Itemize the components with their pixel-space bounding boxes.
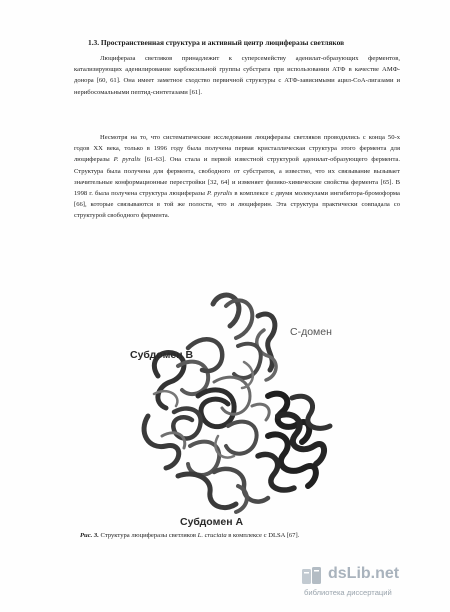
species-name: P. pyralis bbox=[207, 190, 233, 198]
caption-species: L. cruciata bbox=[197, 532, 227, 539]
paragraph-2-part-b: [61-63]. Она стала и первой известной структурой аденилат-образующего фермента. Структура была получена для фермента, свободного от субстратов, а известно, что их связывание вызывает значительные конформационные перестройки [32, 64] и изменяет физико-химические свойства фермента [65]. В 1998 г. была получена структура люциферазы bbox=[74, 156, 400, 198]
dslib-logo-icon bbox=[300, 565, 324, 589]
paragraph-2-part-a: Несмотря на то, что систематические исследования люциферазы светляков проводились с конца 50-х годов XX века, только в 1996 году была получена первая кристаллическая структура этого фермента для люциферазы bbox=[74, 134, 400, 164]
label-subdomain-a: Субдомен A bbox=[180, 516, 244, 528]
section-heading: 1.3. Пространственная структура и активный центр люциферазы светляков bbox=[88, 38, 345, 47]
caption-text-b: в комплексе с DLSA [67]. bbox=[226, 532, 300, 539]
caption-text-a: Структура люциферазы светляков bbox=[98, 532, 198, 539]
dslib-watermark bbox=[300, 565, 440, 605]
watermark-tagline: библиотека диссертаций bbox=[304, 588, 392, 597]
paragraph-2-part-c: в комплексе с двумя молекулами ингибитора-бромоформа [66], которые связываются в той же полости, что и люциферин. Эта структура практически совпадала со структурой свободного фермента. bbox=[74, 190, 400, 220]
protein-structure-figure bbox=[118, 286, 358, 526]
label-c-domain: C-домен bbox=[290, 326, 332, 338]
paragraph-1: Люцифераза светляков принадлежит к суперсемейству аденилат-образующих ферментов, катализирующих аденилирование карбоксильной группы субстрата при использовании АТФ в качестве АМФ-донора [60, 61]. Она имеет заметное сходство первичной структуры с АТФ-зависимыми ацил-СоА-лигазами и нерибосомальными пептид-синтетазами [61]. bbox=[74, 55, 400, 96]
label-subdomain-b: Субдомен B bbox=[130, 349, 194, 361]
watermark-site: dsLib.net bbox=[328, 565, 400, 582]
figure-caption bbox=[80, 532, 400, 539]
paragraph-2 bbox=[74, 132, 400, 222]
caption-prefix: Рис. 3. bbox=[80, 532, 99, 539]
species-name: P. pyralis bbox=[113, 156, 141, 164]
